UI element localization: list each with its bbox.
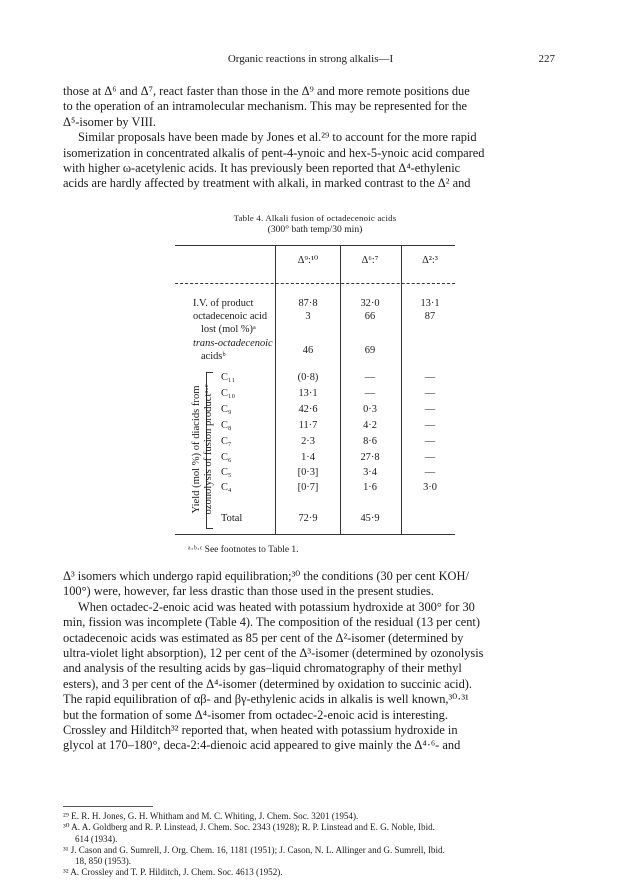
- table-cell: 8·6: [363, 436, 377, 447]
- text-line: Δ³ isomers which undergo rapid equilibration;³⁰ the conditions (30 per cent KOH/: [63, 569, 469, 583]
- footnote-rule: [63, 806, 153, 807]
- table-rule-header: [175, 283, 455, 284]
- table-cell: —: [424, 467, 436, 478]
- table-rule-bottom: [175, 534, 455, 535]
- text-line: and analysis of the resulting acids by gas–liquid chromatography of their methyl: [63, 661, 462, 676]
- row-label: acidsᵇ: [201, 351, 226, 362]
- table-cell: 87·8: [298, 298, 318, 309]
- table-cell: —: [424, 452, 436, 463]
- column-header: Δ⁹:¹⁰: [297, 255, 319, 266]
- text-line: glycol at 170–180°, deca-2:4-dienoic acid appeared to give mainly the Δ⁴·⁶- and: [63, 738, 461, 753]
- total-cell: 45·9: [360, 513, 380, 524]
- table-footnote: ᵃ·ᵇ·ᶜ See footnotes to Table 1.: [188, 545, 299, 555]
- column-header: Δ²:³: [422, 255, 438, 266]
- table-cell: 4·2: [363, 420, 377, 431]
- footnote: ³¹ J. Cason and G. Sumrell, J. Org. Chem. 16, 1181 (1951); J. Cason, N. L. Allinger and G. Sumrell, Ibid.: [63, 844, 445, 855]
- acid-label: C₇: [221, 436, 232, 447]
- table-cell: —: [424, 436, 436, 447]
- table-cell: 2·3: [301, 436, 315, 447]
- text-line: When octadec-2-enoic acid was heated with potassium hydroxide at 300° for 30: [78, 599, 475, 614]
- running-head: Organic reactions in strong alkalis—I: [227, 53, 394, 65]
- table-caption-block: [175, 212, 455, 236]
- table-cell: —: [364, 372, 376, 383]
- table-cell: 13·1: [298, 388, 318, 399]
- total-cell: 72·9: [298, 513, 318, 524]
- acid-label: C₁₀: [221, 388, 236, 399]
- row-label: lost (mol %)ᵃ: [201, 324, 256, 335]
- table-cell: 11·7: [298, 420, 318, 431]
- table-cell: (0·8): [297, 372, 319, 383]
- top-paragraphs: [63, 84, 559, 192]
- table-cell: 46: [302, 345, 314, 356]
- table-cell: —: [424, 404, 436, 415]
- text-line: with higher ω-acetylenic acids. It has previously been reported that Δ⁴-ethylenic: [63, 161, 461, 176]
- table-cell: [0·7]: [297, 482, 319, 493]
- text-line: isomerization in concentrated alkalis of pent-4-ynoic and hex-5-ynoic acid compared: [63, 145, 485, 160]
- acid-label: C₅: [221, 467, 232, 478]
- footnote-continuation: 614 (1934).: [75, 833, 118, 844]
- table-cell: —: [424, 388, 436, 399]
- total-label: Total: [221, 513, 243, 524]
- table-cell: —: [424, 372, 436, 383]
- table-caption: Table 4. Alkali fusion of octadecenoic acids: [233, 213, 397, 223]
- bottom-paragraphs: [63, 569, 559, 754]
- acid-label: C₁₁: [221, 372, 236, 383]
- text-line: 100°) were, however, far less drastic than those used in the present studies.: [63, 584, 434, 599]
- footnotes: [63, 811, 559, 879]
- text-line: acids are hardly affected by treatment with alkali, in marked contrast to the Δ² and: [63, 176, 471, 191]
- table-cell: 1·6: [363, 482, 377, 493]
- table-cell: 27·8: [360, 452, 380, 463]
- table-cell: 87: [424, 311, 436, 322]
- table-cell: 0·3: [363, 404, 377, 415]
- footnote: ³⁰ A. A. Goldberg and R. P. Linstead, J. Chem. Soc. 2343 (1928); R. P. Linstead and E. G. Noble, Ibid.: [63, 822, 435, 833]
- text-line: but the formation of some Δ⁴-isomer from octadec-2-enoic acid is interesting.: [63, 707, 448, 722]
- row-label: I.V. of product: [193, 298, 254, 309]
- table-cell: —: [364, 388, 376, 399]
- table-cell: 3: [305, 311, 311, 322]
- text-line: esters), and 3 per cent of the Δ⁴-isomer (determined by oxidation to succinic acid).: [63, 676, 472, 691]
- footnote: ³² A. Crossley and T. P. Hilditch, J. Chem. Soc. 4613 (1952).: [63, 867, 283, 878]
- text-line: Crossley and Hilditch³² reported that, when heated with potassium hydroxide in: [63, 723, 458, 738]
- table-cell: 1·4: [301, 452, 315, 463]
- table-cell: —: [424, 420, 436, 431]
- text-line: Similar proposals have been made by Jones et al.²⁹ to account for the more rapid: [78, 130, 477, 145]
- vertical-row-group-label: Yield (mol %) of diacids from ozonolysis of fusion productᵃ·ᶜ: [191, 384, 214, 515]
- table-cell: 3·0: [423, 482, 437, 493]
- acid-label: C₈: [221, 420, 232, 431]
- table-cell: 69: [364, 345, 376, 356]
- acid-label: C₄: [221, 482, 232, 493]
- text-line: those at Δ⁶ and Δ⁷, react faster than those in the Δ⁹ and more remote positions due: [63, 84, 470, 98]
- text-line: min, fission was incomplete (Table 4). The composition of the residual (13 per cent): [63, 615, 480, 630]
- footnote: ²⁹ E. R. H. Jones, G. H. Whitham and M. C. Whiting, J. Chem. Soc. 3201 (1954).: [63, 811, 359, 821]
- text-line: The rapid equilibration of αβ- and βγ-ethylenic acids in alkalis is well known,³⁰·³¹: [63, 692, 469, 707]
- acid-label: C₆: [221, 452, 232, 463]
- table-column-rule: [340, 245, 341, 535]
- table-cell: 32·0: [360, 298, 380, 309]
- row-label: octadecenoic acid: [193, 311, 268, 322]
- table-rule-top: [175, 245, 455, 246]
- row-label: trans-octadecenoic: [193, 338, 273, 349]
- page-number: 227: [538, 53, 555, 65]
- text-line: ultra-violet light absorption), 12 per cent of the Δ³-isomer (determined by ozonolysis: [63, 646, 484, 661]
- page-header: [0, 53, 621, 69]
- table-cell: 13·1: [420, 298, 440, 309]
- text-line: to the operation of an intramolecular mechanism. This may be represented for the: [63, 99, 468, 114]
- text-line: octadecenoic acids was estimated as 85 per cent of the Δ²-isomer (determined by: [63, 630, 464, 645]
- text-line: Δ⁵-isomer by VIII.: [63, 114, 156, 129]
- table-cell: 66: [364, 311, 376, 322]
- table-cell: [0·3]: [297, 467, 319, 478]
- table-column-rule: [401, 245, 402, 535]
- table-subcaption: (300° bath temp/30 min): [267, 224, 363, 235]
- acid-label: C₉: [221, 404, 232, 415]
- column-header: Δ⁶:⁷: [361, 255, 379, 266]
- table-cell: 3·4: [363, 467, 377, 478]
- table-column-rule: [275, 245, 276, 535]
- table-cell: 42·6: [298, 404, 318, 415]
- footnote-continuation: 18, 850 (1953).: [75, 856, 132, 867]
